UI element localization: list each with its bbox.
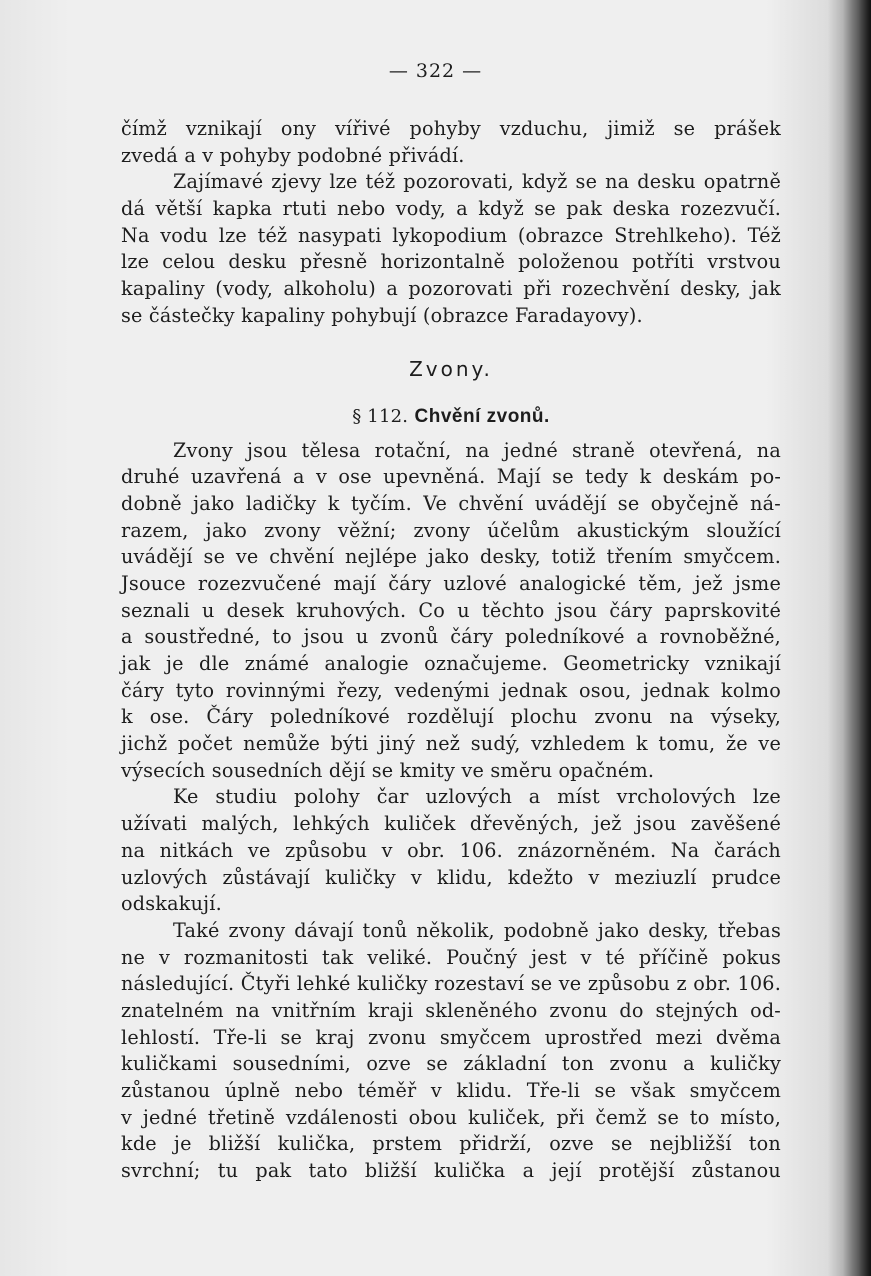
text-line: čáry tyto rovinnými řezy, vedenými jednak osou, jednak kolmo	[121, 678, 781, 702]
page-number: — 322 —	[388, 60, 483, 82]
chapter-heading: Zvony.	[409, 356, 493, 381]
text-line: svrchní; tu pak tato bližší kulička a její protější zůstanou	[121, 1159, 781, 1183]
paragraph-2	[121, 169, 781, 329]
text-line: Na vodu lze též nasypati lykopodium (obrazce Strehlkeho). Též	[121, 223, 781, 247]
text-line: jichž počet nemůže býti jiný než sudý, vzhledem k tomu, že ve	[121, 732, 781, 756]
text-line: ne v rozmanitosti tak veliké. Poučný jest v té příčině pokus	[121, 945, 781, 969]
text-line: zvedá a v pohyby podobné přivádí.	[121, 143, 465, 167]
text-line: lze celou desku přesně horizontalně položenou potříti vrstvou	[121, 250, 781, 274]
text-line: na nitkách ve způsobu v obr. 106. znázorněném. Na čarách	[121, 838, 781, 862]
paragraph-3	[121, 438, 781, 785]
text-line: Ke studiu polohy čar uzlových a míst vrcholových lze	[173, 785, 781, 809]
section-title: Chvění zvonů.	[414, 405, 550, 427]
text-line: Také zvony dávají tonů několik, podobně jako desky, třebas	[173, 918, 781, 942]
text-line: druhé uzavřená a v ose upevněná. Mají se tedy k deskám po-	[121, 465, 781, 489]
body-text	[121, 116, 781, 1185]
text-line: dá větší kapka rtuti nebo vody, a když se pak deska rozezvučí.	[121, 197, 781, 221]
text-line: zůstanou úplně nebo téměř v klidu. Tře-li se však smyčcem	[121, 1079, 781, 1102]
text-line: a soustředné, to jsou u zvonů čáry poledníkové a rovnoběžné,	[121, 625, 781, 649]
text-line: Zvony jsou tělesa rotační, na jedné straně otevřená, na	[173, 438, 781, 462]
section-heading	[121, 394, 781, 438]
section-number: § 112.	[352, 405, 409, 427]
text-line: kde je bližší kulička, prstem přidrží, ozve se nejbližší ton	[121, 1132, 781, 1156]
text-line: v jedné třetině vzdálenosti obou kuliček, při čemž se to místo,	[121, 1105, 781, 1129]
text-line: znatelném na vnitřním kraji skleněného zvonu do stejných od-	[121, 998, 781, 1022]
text-line: výsecích sousedních dějí se kmity ve směru opačném.	[121, 758, 655, 782]
text-line: dobně jako ladičky k tyčím. Ve chvění uvádějí se obyčejně ná-	[121, 491, 781, 515]
text-line: se částečky kapaliny pohybují (obrazce Faradayovy).	[121, 303, 643, 327]
text-line: čímž vznikají ony vířivé pohyby vzduchu, jimiž se prášek	[121, 117, 781, 140]
text-line: k ose. Čáry poledníkové rozdělují plochu zvonu na výseky,	[121, 705, 781, 729]
text-line: odskakují.	[121, 892, 222, 916]
paragraph-1	[121, 116, 781, 169]
text-line: užívati malých, lehkých kuliček dřevěných, jež jsou zavěšené	[121, 812, 781, 836]
text-line: seznali u desek kruhových. Co u těchto jsou čáry paprskovité	[121, 598, 781, 622]
text-line: Zajímavé zjevy lze též pozorovati, když se na desku opatrně	[173, 170, 781, 194]
text-line: následující. Čtyři lehké kuličky rozestaví se ve způsobu z obr. 106.	[121, 972, 781, 996]
text-line: kuličkami sousedními, ozve se základní ton zvonu a kuličky	[121, 1052, 781, 1076]
paragraph-5	[121, 918, 781, 1185]
text-line: uvádějí se ve chvění nejlépe jako desky, totiž třením smyčcem.	[121, 545, 781, 569]
text-line: kapaliny (vody, alkoholu) a pozorovati při rozechvění desky, jak	[121, 277, 781, 301]
text-line: uzlových zůstávají kuličky v klidu, kdežto v meziuzlí prudce	[121, 865, 781, 889]
spine-shadow	[843, 0, 871, 1276]
text-line: Jsouce rozezvučené mají čáry uzlové analogické těm, jež jsme	[121, 571, 781, 595]
text-line: jak je dle známé analogie označujeme. Geometricky vznikají	[121, 652, 781, 675]
paragraph-4	[121, 784, 781, 917]
text-line: lehlostí. Tře-li se kraj zvonu smyčcem uprostřed mezi dvěma	[121, 1025, 781, 1049]
text-line: razem, jako zvony věžní; zvony účelům akustickým sloužící	[121, 518, 781, 542]
